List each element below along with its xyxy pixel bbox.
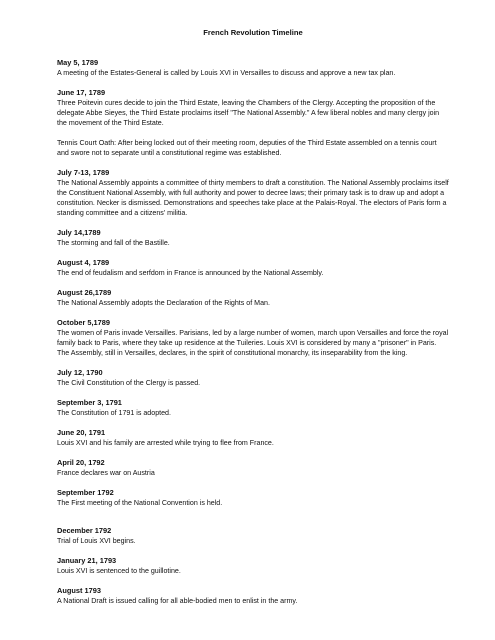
timeline-entry	[57, 318, 449, 358]
entry-date: August 1793	[57, 586, 101, 595]
entry-text: Three Poitevin cures decide to join the Third Estate, leaving the Chambers of the Clergy. Accepting the proposition of the delegate Abbe Sieyes, the Third Estate proclaims itself "The National Assembly." A few liberal nobles and many clergy join the movement of the Third Estate.	[57, 99, 440, 127]
document-page	[57, 28, 449, 616]
timeline-entry	[57, 58, 449, 78]
timeline-entry	[57, 288, 449, 308]
entry-date: June 17, 1789	[57, 88, 106, 97]
timeline-entry	[57, 88, 449, 158]
entry-date: July 14,1789	[57, 228, 101, 237]
timeline-entry	[57, 368, 449, 388]
entry-text: The women of Paris invade Versailles. Parisians, led by a large number of women, march upon Versailles and force the royal family back to Paris, where they take up residence at the Tuileries. Louis XVI is considered by many a "prisoner" in Paris. The Assembly, still in Versailles, declares, in the spirit of constitutional monarchy, its inseparability from the king.	[57, 329, 449, 357]
entry-text: Louis XVI is sentenced to the guillotine.	[57, 567, 181, 575]
entry-text: The First meeting of the National Convention is held.	[57, 499, 223, 507]
timeline-entry	[57, 526, 449, 546]
entry-date: April 20, 1792	[57, 458, 105, 467]
timeline-entry	[57, 398, 449, 418]
document-title: French Revolution Timeline	[203, 28, 303, 37]
timeline-entry	[57, 228, 449, 248]
entry-date: September 3, 1791	[57, 398, 122, 407]
entry-date: May 5, 1789	[57, 58, 99, 67]
timeline-entry	[57, 556, 449, 576]
timeline-entry	[57, 488, 449, 508]
entry-text: The end of feudalism and serfdom in France is announced by the National Assembly.	[57, 269, 324, 277]
entry-date: September 1792	[57, 488, 114, 497]
entry-text: A National Draft is issued calling for all able-bodied men to enlist in the army.	[57, 597, 298, 605]
entry-date: August 26,1789	[57, 288, 112, 297]
entry-date: December 1792	[57, 526, 112, 535]
entry-date: August 4, 1789	[57, 258, 110, 267]
timeline-entry	[57, 428, 449, 448]
entry-text: The National Assembly appoints a committee of thirty members to draft a constitution. The National Assembly proclaims itself the Constituent National Assembly, with full authority and power to decree laws; their primary task is to draw up and adopt a constitution. Necker is dismissed. Demonstrations and speeches take place at the Palais-Royal. The electors of Paris form a standing committee and a citizens' militia.	[57, 179, 449, 217]
entry-text: A meeting of the Estates-General is called by Louis XVI in Versailles to discuss and approve a new tax plan.	[57, 69, 396, 77]
timeline-entry	[57, 586, 449, 606]
entry-date: July 12, 1790	[57, 368, 103, 377]
entry-date: January 21, 1793	[57, 556, 117, 565]
entry-text: Tennis Court Oath: After being locked out of their meeting room, deputies of the Third Estate assembled on a tennis court and swore not to separate until a constitutional regime was established.	[57, 139, 437, 157]
timeline-entry	[57, 258, 449, 278]
entry-date: July 7-13, 1789	[57, 168, 110, 177]
entry-text: France declares war on Austria	[57, 469, 155, 477]
entry-date: June 20, 1791	[57, 428, 106, 437]
entry-text: The storming and fall of the Bastille.	[57, 239, 170, 247]
timeline-entry	[57, 458, 449, 478]
entry-text: Louis XVI and his family are arrested while trying to flee from France.	[57, 439, 274, 447]
entry-text: The Constitution of 1791 is adopted.	[57, 409, 171, 417]
entry-text: The National Assembly adopts the Declaration of the Rights of Man.	[57, 299, 270, 307]
entry-text: Trial of Louis XVI begins.	[57, 537, 136, 545]
timeline-entry	[57, 168, 449, 218]
entry-date: October 5,1789	[57, 318, 110, 327]
entry-text: The Civil Constitution of the Clergy is passed.	[57, 379, 201, 387]
